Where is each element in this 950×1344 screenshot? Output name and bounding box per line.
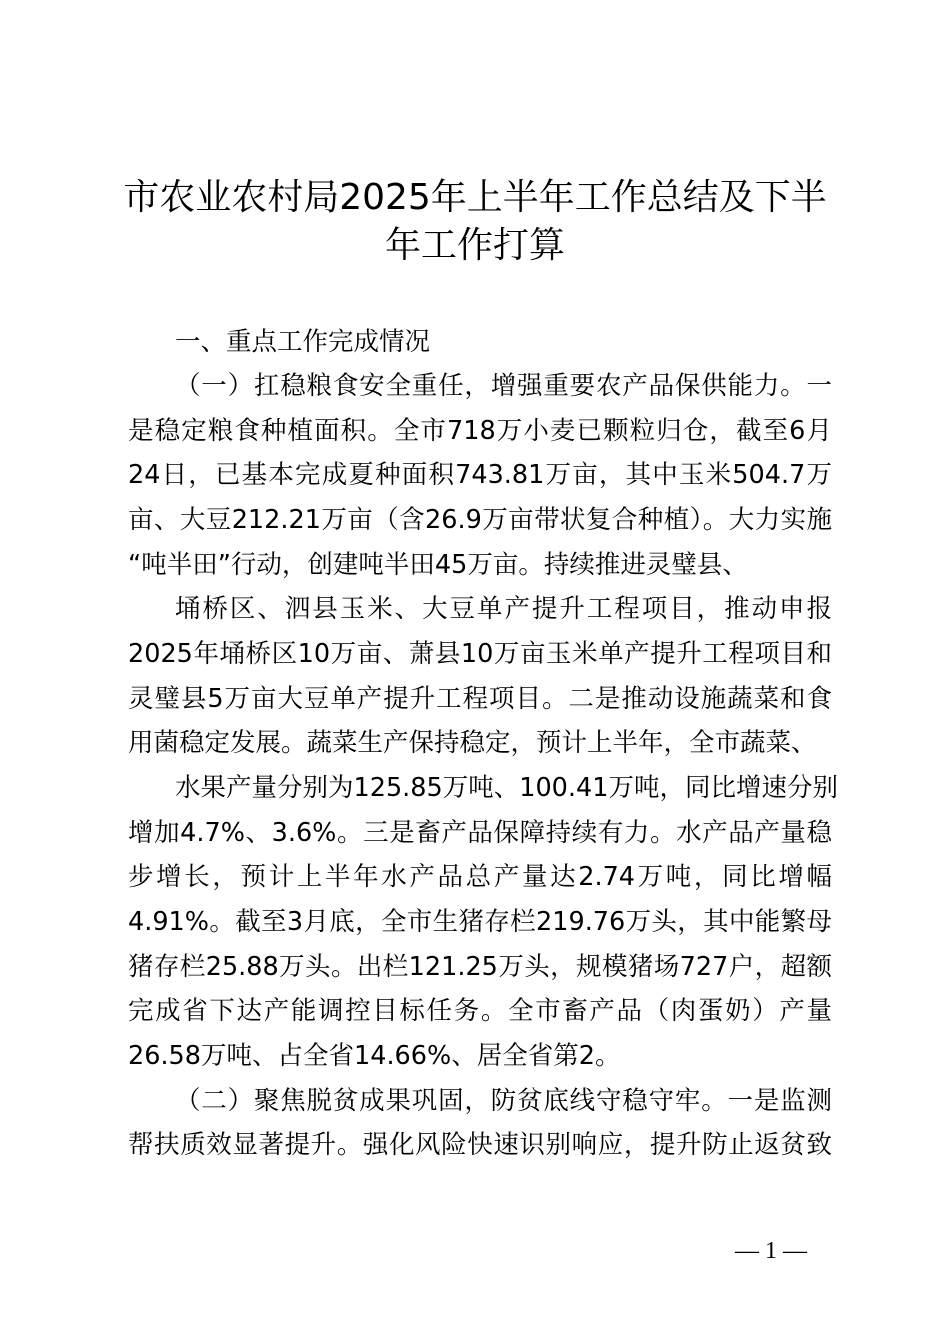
page-number: — 1 — (735, 1238, 807, 1264)
paragraph-line: 2025年埇桥区10万亩、萧县10万亩玉米单产提升工程项目和 (128, 639, 832, 669)
paragraph-line: “吨半田”行动，创建吨半田45万亩。持续推进灵璧县、 (128, 550, 748, 580)
paragraph-line: 26.58万吨、占全省14.66%、居全省第2。 (128, 1041, 621, 1071)
paragraph-line: 增加4.7%、3.6%。三是畜产品保障持续有力。水产品产量稳 (128, 818, 832, 848)
document-title-line-1: 市农业农村局2025年上半年工作总结及下半 (123, 177, 827, 218)
paragraph-line: 完成省下达产能调控目标任务。全市畜产品（肉蛋奶）产量 (128, 996, 832, 1026)
paragraph-line: 24日，已基本完成夏种面积743.81万亩，其中玉米504.7万 (128, 460, 832, 490)
paragraph-line: （二）聚焦脱贫成果巩固，防贫底线守稳守牢。一是监测 (175, 1086, 832, 1116)
paragraph-line: 4.91%。截至3月底，全市生猪存栏219.76万头，其中能繁母 (128, 907, 832, 937)
section-heading: 一、重点工作完成情况 (175, 327, 431, 357)
paragraph-line: 帮扶质效显著提升。强化风险快速识别响应，提升防止返贫致 (128, 1130, 832, 1160)
paragraph-line: （一）扛稳粮食安全重任，增强重要农产品保供能力。一 (175, 371, 832, 401)
paragraph-line: 猪存栏25.88万头。出栏121.25万头，规模猪场727户，超额 (128, 952, 832, 982)
paragraph-line: 步增长，预计上半年水产品总产量达2.74万吨，同比增幅 (128, 862, 832, 892)
paragraph-line: 埇桥区、泗县玉米、大豆单产提升工程项目，推动申报 (175, 594, 832, 624)
paragraph-line: 用菌稳定发展。蔬菜生产保持稳定，预计上半年，全市蔬菜、 (128, 728, 817, 758)
paragraph-line: 是稳定粮食种植面积。全市718万小麦已颗粒归仓，截至6月 (128, 416, 832, 446)
document-title-line-2: 年工作打算 (384, 225, 565, 266)
paragraph-line: 亩、大豆212.21万亩（含26.9万亩带状复合种植）。大力实施 (128, 505, 832, 535)
paragraph-line: 灵璧县5万亩大豆单产提升工程项目。二是推动设施蔬菜和食 (128, 684, 832, 714)
paragraph-line: 水果产量分别为125.85万吨、100.41万吨，同比增速分别 (175, 773, 838, 803)
